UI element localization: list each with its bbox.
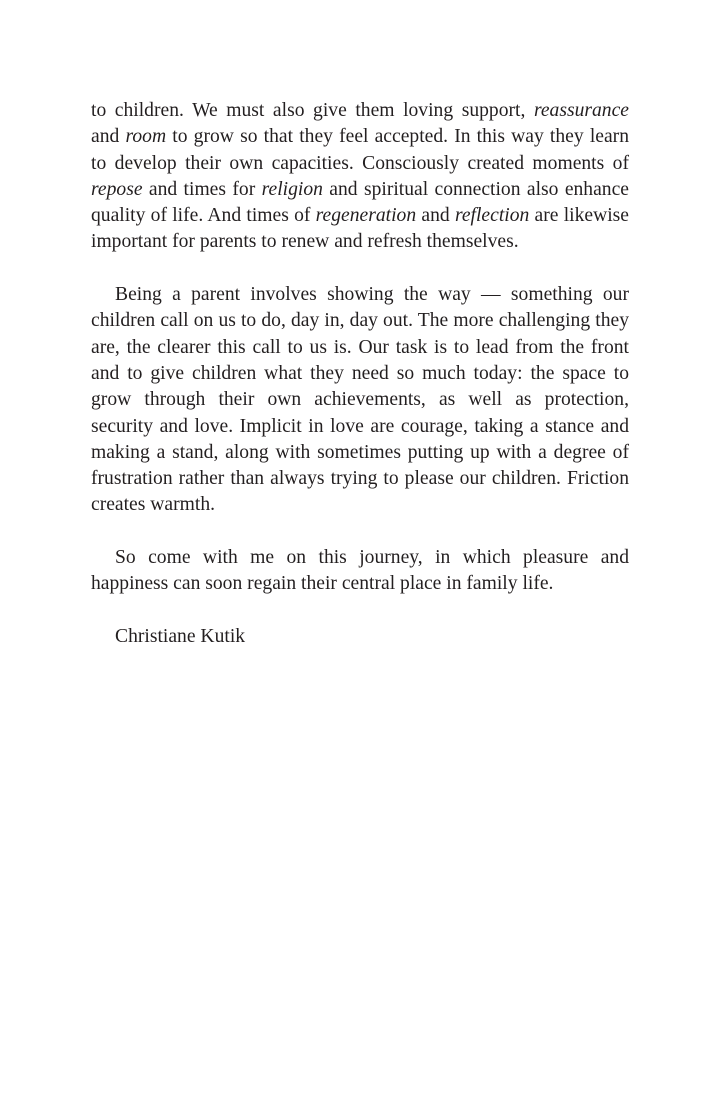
italic-term-regeneration: regeneration xyxy=(315,205,417,227)
italic-term-room: room xyxy=(125,126,167,148)
text-span: and xyxy=(91,126,126,148)
text-span: and times for xyxy=(142,178,262,200)
italic-term-reflection: reflection xyxy=(454,205,530,227)
italic-term-repose: repose xyxy=(91,178,143,200)
text-span: to grow so that they feel accepted. In this way they learn to develop their own capacities. Consciously created moments of xyxy=(91,126,629,174)
text-span: and xyxy=(416,205,455,227)
italic-term-religion: religion xyxy=(261,178,323,200)
author-signature: Christiane Kutik xyxy=(115,625,246,647)
text-span: Being a parent involves showing the way — something our children call on us to do, day in, day out. The more challenging they are, the clearer this call to us is. Our task is to lead from the front and to give children what they need so much today: the space to grow through their own achievements, as well as protection, security and love. Implicit in love are courage, taking a stance and making a stand, along with sometimes putting up with a degree of frustration rather than always trying to please our children. Friction creates warmth. xyxy=(91,284,629,516)
text-span: and spiritual connection also enhance quality of life. And times of xyxy=(91,178,629,227)
italic-term-reassurance: reassurance xyxy=(533,100,629,121)
paragraph-2 xyxy=(91,282,629,519)
page-body xyxy=(91,98,629,650)
text-span: to children. We must also give them loving support, xyxy=(91,100,534,121)
text-span: So come with me on this journey, in which pleasure and happiness can soon regain their central place in family life. xyxy=(91,547,629,595)
paragraph-3 xyxy=(91,545,629,598)
paragraph-1 xyxy=(91,98,629,256)
text-span: are likewise important for parents to renew and refresh themselves. xyxy=(91,205,629,253)
